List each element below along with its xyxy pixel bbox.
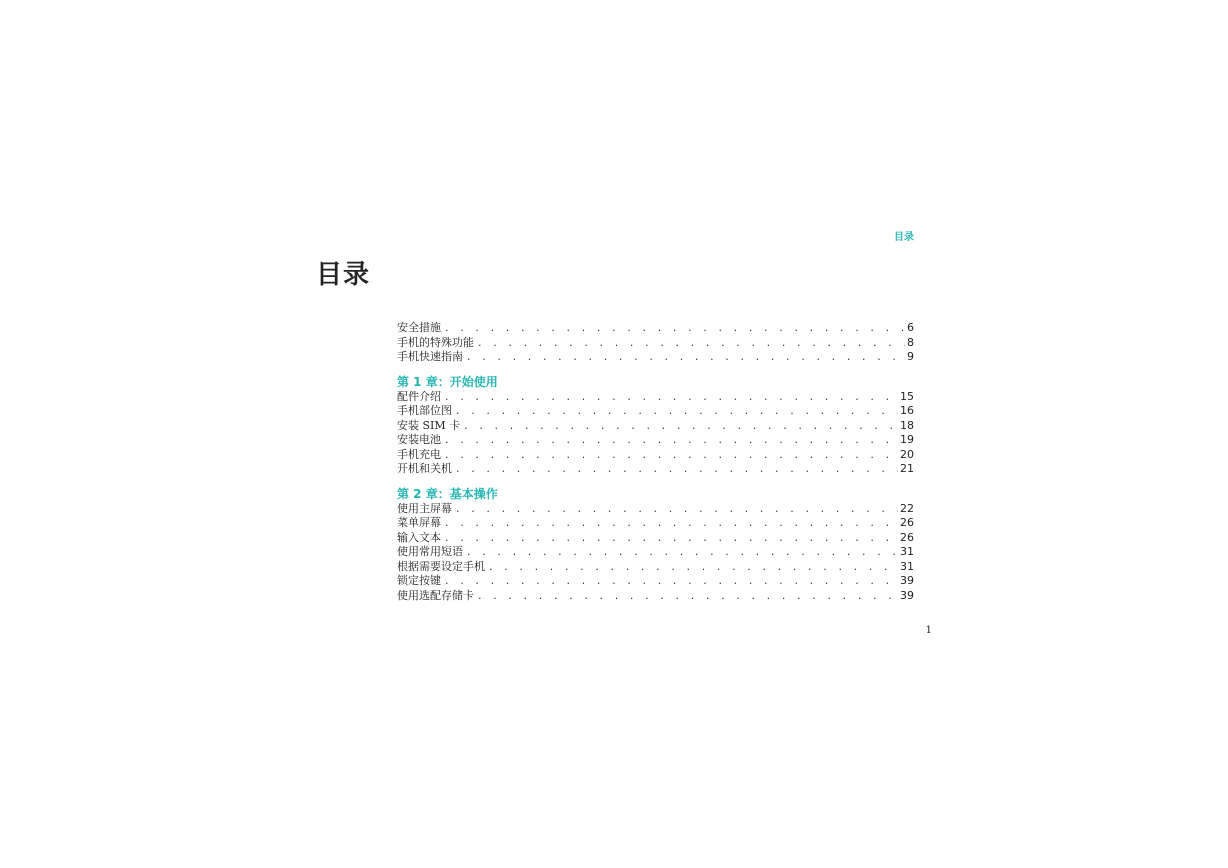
toc-entry-page: 6 <box>907 321 914 334</box>
toc-entry[interactable] <box>397 531 914 546</box>
toc-entry-label: 手机快速指南 <box>397 350 463 363</box>
toc-entry-page: 20 <box>900 447 914 461</box>
dot-leader <box>445 516 898 531</box>
toc-entry-label: 输入文本 <box>397 530 441 544</box>
toc-entry-label: 手机的特殊功能 <box>397 335 474 349</box>
toc-entry-label: 使用常用短语 <box>397 545 463 558</box>
toc-entry-label: 手机充电 <box>397 447 441 461</box>
toc-entry-page: 39 <box>900 588 914 602</box>
dot-leader <box>445 433 898 448</box>
chapter-heading[interactable]: 第 1 章：开始使用 <box>397 374 498 389</box>
toc-entry-page: 18 <box>900 418 914 432</box>
dot-leader <box>456 502 898 517</box>
toc-entry-label: 手机部位图 <box>397 404 452 417</box>
dot-leader <box>478 589 898 604</box>
toc-entry[interactable] <box>397 448 914 463</box>
dot-leader <box>456 404 898 419</box>
toc-entry-label: 安装电池 <box>397 433 441 446</box>
dot-leader <box>467 545 898 560</box>
toc-entry-label: 使用选配存储卡 <box>397 588 474 602</box>
dot-leader <box>445 321 905 336</box>
toc-entry-page: 26 <box>900 516 914 529</box>
toc-entry-page: 8 <box>907 335 914 349</box>
toc-entry-page: 31 <box>900 545 914 558</box>
dot-leader <box>445 390 898 405</box>
toc-entry[interactable] <box>397 433 914 448</box>
toc-entry-page: 22 <box>900 501 914 515</box>
toc-entry[interactable] <box>397 321 914 336</box>
dot-leader <box>456 462 898 477</box>
toc-entry[interactable] <box>397 404 914 419</box>
toc-entry-page: 26 <box>900 530 914 544</box>
page-title: 目录 <box>316 260 371 290</box>
toc-entry-label: 安全措施 <box>397 321 441 334</box>
running-header: 目录 <box>894 232 914 243</box>
dot-leader <box>445 574 898 589</box>
toc-entry-label: 根据需要设定手机 <box>397 559 485 573</box>
toc-entry-page: 39 <box>900 574 914 587</box>
toc-entry[interactable] <box>397 336 914 351</box>
dot-leader <box>478 336 905 351</box>
chapter-heading[interactable]: 第 2 章：基本操作 <box>397 486 498 501</box>
toc-entry-page: 31 <box>900 559 914 573</box>
toc-entry[interactable] <box>397 574 914 589</box>
toc-entry-page: 21 <box>900 462 914 475</box>
toc-entry-label: 锁定按键 <box>397 574 441 587</box>
toc-entry[interactable] <box>397 419 914 434</box>
dot-leader <box>467 350 905 365</box>
toc-entry-page: 16 <box>900 404 914 417</box>
toc-entry[interactable] <box>397 502 914 517</box>
table-of-contents <box>397 321 914 603</box>
dot-leader <box>445 531 898 546</box>
toc-entry[interactable] <box>397 560 914 575</box>
toc-entry[interactable] <box>397 545 914 560</box>
dot-leader <box>445 448 898 463</box>
toc-entry[interactable] <box>397 516 914 531</box>
page-number: 1 <box>925 625 932 636</box>
toc-entry[interactable] <box>397 390 914 405</box>
toc-entry-label: 使用主屏幕 <box>397 501 452 515</box>
dot-leader <box>464 419 898 434</box>
toc-entry-label: 开机和关机 <box>397 462 452 475</box>
toc-entry-label: 菜单屏幕 <box>397 516 441 529</box>
toc-entry[interactable] <box>397 462 914 477</box>
toc-entry-page: 15 <box>900 389 914 403</box>
toc-entry-label: 配件介绍 <box>397 389 441 403</box>
toc-entry[interactable] <box>397 589 914 604</box>
toc-entry-page: 19 <box>900 433 914 446</box>
toc-entry-page: 9 <box>907 350 914 363</box>
toc-entry[interactable] <box>397 350 914 365</box>
dot-leader <box>489 560 898 575</box>
toc-entry-label: 安装 SIM 卡 <box>397 418 461 432</box>
